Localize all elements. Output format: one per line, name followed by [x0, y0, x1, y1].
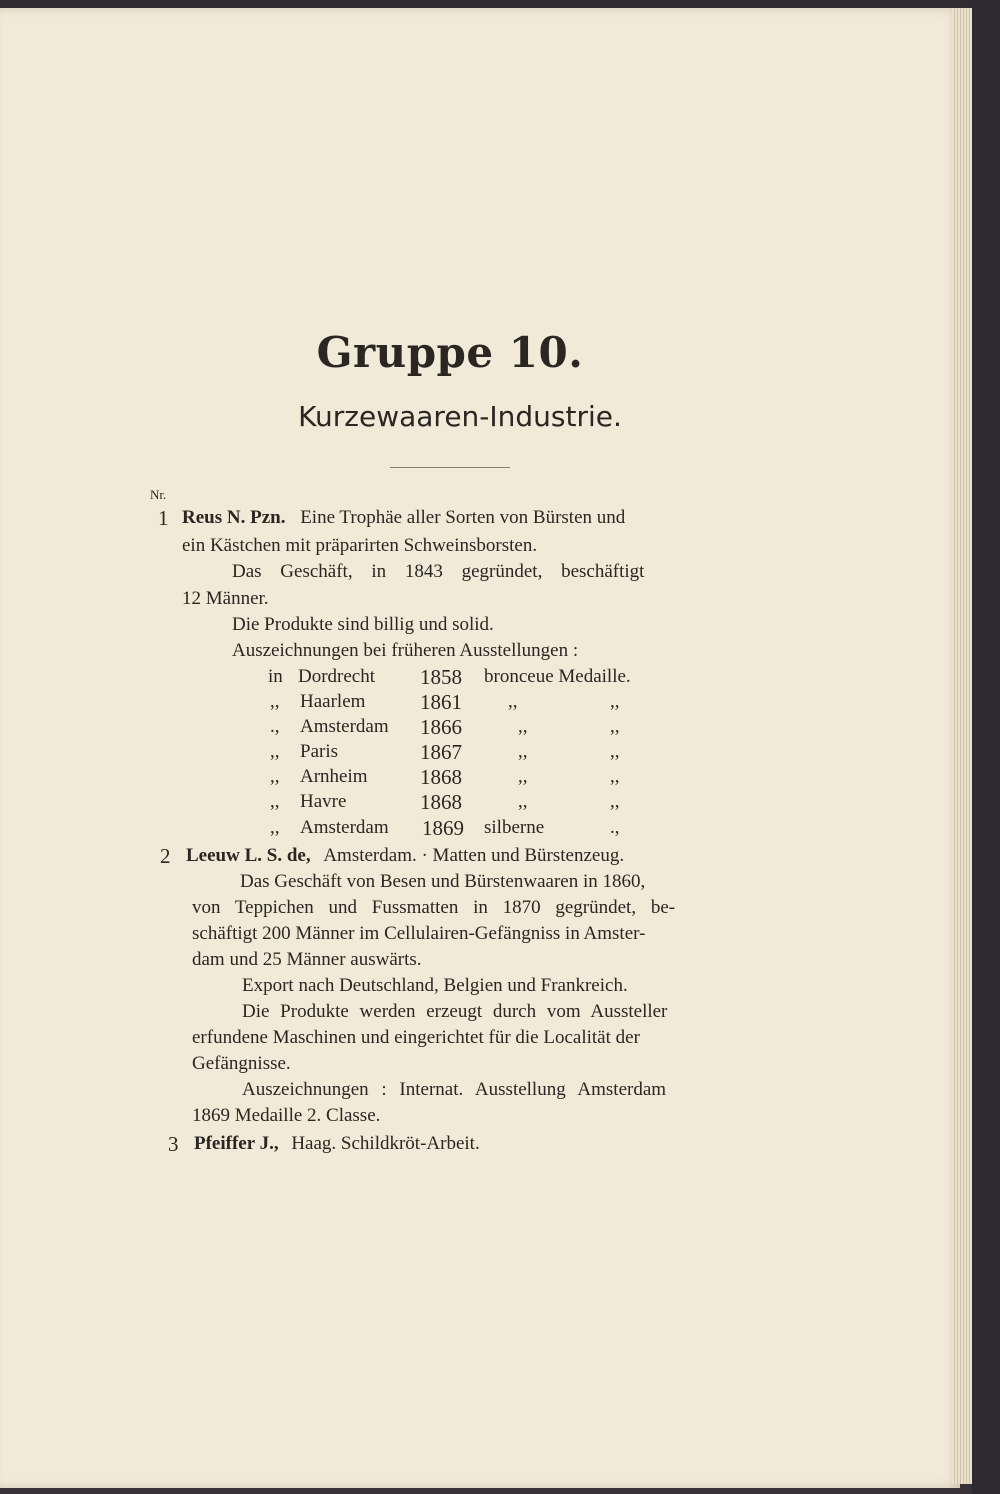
entry-text-line: Das Geschäft von Besen und Bürstenwaaren in 1860, [240, 871, 646, 892]
award-medal: silberne [484, 817, 545, 838]
award-medal: ,, [518, 766, 528, 787]
entry-text-line: Die Produkte werden erzeugt durch vom Aussteller [242, 1001, 668, 1022]
award-prefix: in [268, 666, 283, 687]
entry-text-line: 12 Männer. [182, 588, 269, 609]
entry-text-line: Eine Trophäe aller Sorten von Bürsten und [300, 507, 626, 528]
group-title: Gruppe 10. [316, 328, 584, 377]
page-edges [952, 8, 972, 1484]
award-prefix: ,, [270, 691, 280, 712]
entry-text-line: von Teppichen und Fussmatten in 1870 gegründet, be- [192, 897, 676, 918]
award-city: Amsterdam [300, 817, 389, 838]
entry-2-first-line [186, 843, 624, 869]
entry-text-line: dam und 25 Männer auswärts. [192, 949, 422, 970]
entry-text-line: schäftigt 200 Männer im Cellulairen-Gefängniss in Amster- [192, 923, 646, 944]
book-page [0, 8, 960, 1488]
entry-number: 3 [168, 1132, 179, 1156]
award-medal: bronceue Medaille. [484, 666, 631, 687]
award-year: 1868 [420, 765, 462, 789]
entry-text-line: Auszeichnungen : Internat. Ausstellung Amsterdam [242, 1079, 667, 1100]
award-year: 1866 [420, 715, 462, 739]
award-medal: ,, [518, 716, 528, 737]
divider-rule [390, 467, 510, 468]
award-city: Dordrecht [298, 666, 376, 687]
award-prefix: ,, [270, 791, 280, 812]
entry-text-line: erfundene Maschinen und eingerichtet für die Localität der [192, 1027, 640, 1048]
award-medal-ditto: ,, [610, 766, 620, 787]
entry-3-first-line [194, 1131, 480, 1157]
award-prefix: ,, [270, 741, 280, 762]
award-city: Havre [300, 791, 347, 812]
award-city: Arnheim [300, 766, 368, 787]
entry-number: 1 [158, 506, 169, 530]
entry-text-line: Gefängnisse. [192, 1053, 291, 1074]
award-medal: ,, [508, 691, 518, 712]
award-prefix: ., [270, 716, 280, 737]
award-year: 1861 [420, 690, 462, 714]
group-subtitle: Kurzewaaren-Industrie. [298, 400, 622, 433]
exhibitor-name: Leeuw L. S. de, [186, 845, 311, 866]
entry-1-first-line [182, 505, 625, 531]
entry-text-line: Amsterdam. · Matten und Bürstenzeug. [323, 845, 625, 866]
award-city: Paris [300, 741, 338, 762]
entry-text-line: Export nach Deutschland, Belgien und Frankreich. [242, 975, 628, 996]
award-medal-ditto: ,, [610, 691, 620, 712]
entry-text-line: 1869 Medaille 2. Classe. [192, 1105, 381, 1126]
award-year: 1858 [420, 665, 462, 689]
entry-text-line: Die Produkte sind billig und solid. [232, 614, 494, 635]
award-city: Haarlem [300, 691, 366, 712]
award-year: 1868 [420, 790, 462, 814]
award-medal-ditto: ., [610, 817, 620, 838]
entry-text-line: ein Kästchen mit präparirten Schweinsborsten. [182, 535, 538, 556]
entry-text-line: Haag. Schildkröt-Arbeit. [291, 1133, 480, 1154]
entry-text-line: Das Geschäft, in 1843 gegründet, beschäftigt [232, 561, 645, 582]
award-prefix: ,, [270, 817, 280, 838]
entry-number: 2 [160, 844, 171, 868]
award-medal: ,, [518, 791, 528, 812]
award-medal: ,, [518, 741, 528, 762]
entry-text-line: Auszeichnungen bei früheren Ausstellungen : [232, 640, 579, 661]
nr-column-label: Nr. [150, 487, 167, 502]
award-medal-ditto: ,, [610, 791, 620, 812]
award-city: Amsterdam [300, 716, 389, 737]
book-cover-right-edge [972, 0, 1000, 1494]
award-medal-ditto: ,, [610, 741, 620, 762]
award-medal-ditto: ,, [610, 716, 620, 737]
award-year: 1869 [422, 816, 464, 840]
exhibitor-name: Reus N. Pzn. [182, 507, 286, 528]
exhibitor-name: Pfeiffer J., [194, 1133, 279, 1154]
award-year: 1867 [420, 740, 462, 764]
award-prefix: ,, [270, 766, 280, 787]
